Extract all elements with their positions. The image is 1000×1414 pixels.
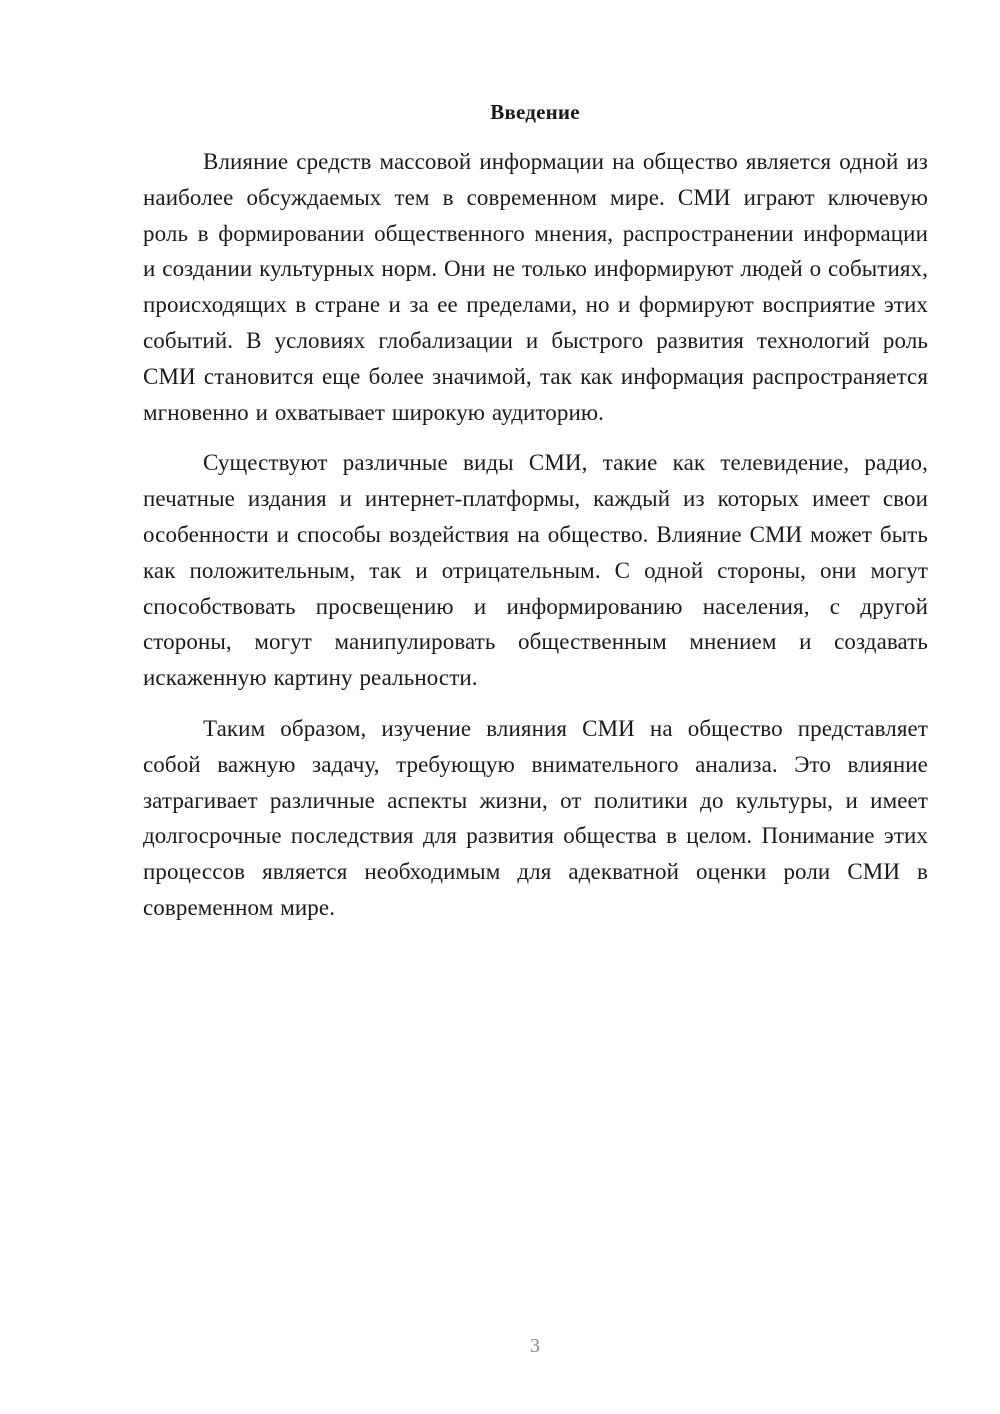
- page-number: 3: [530, 1335, 540, 1357]
- paragraph-1: Влияние средств массовой информации на общество является одной из наиболее обсуждаемых тем в современном мире. СМИ играют ключевую роль в формировании общественного мнения, распространении информации и создании культурных норм. Они не только информируют людей о событиях, происходящих в стране и за ее пределами, но и формируют восприятие этих событий. В условиях глобализации и быстрого развития технологий роль СМИ становится еще более значимой, так как информация распространяется мгновенно и охватывает широкую аудиторию.: [143, 149, 928, 425]
- paragraph-3: Таким образом, изучение влияния СМИ на общество представляет собой важную задачу, требующую внимательного анализа. Это влияние затрагивает различные аспекты жизни, от политики до культуры, и имеет долгосрочные последствия для развития общества в целом. Понимание этих процессов является необходимым для адекватной оценки роли СМИ в современном мире.: [143, 715, 928, 920]
- paragraph-2: Существуют различные виды СМИ, такие как телевидение, радио, печатные издания и интернет-платформы, каждый из которых имеет свои особенности и способы воздействия на общество. Влияние СМИ может быть как положительным, так и отрицательным. С одной стороны, они могут способствовать просвещению и информированию населения, с другой стороны, могут манипулировать общественным мнением и создавать искаженную картину реальности.: [143, 450, 928, 691]
- section-title: Введение: [490, 100, 580, 124]
- section-body: [143, 144, 928, 941]
